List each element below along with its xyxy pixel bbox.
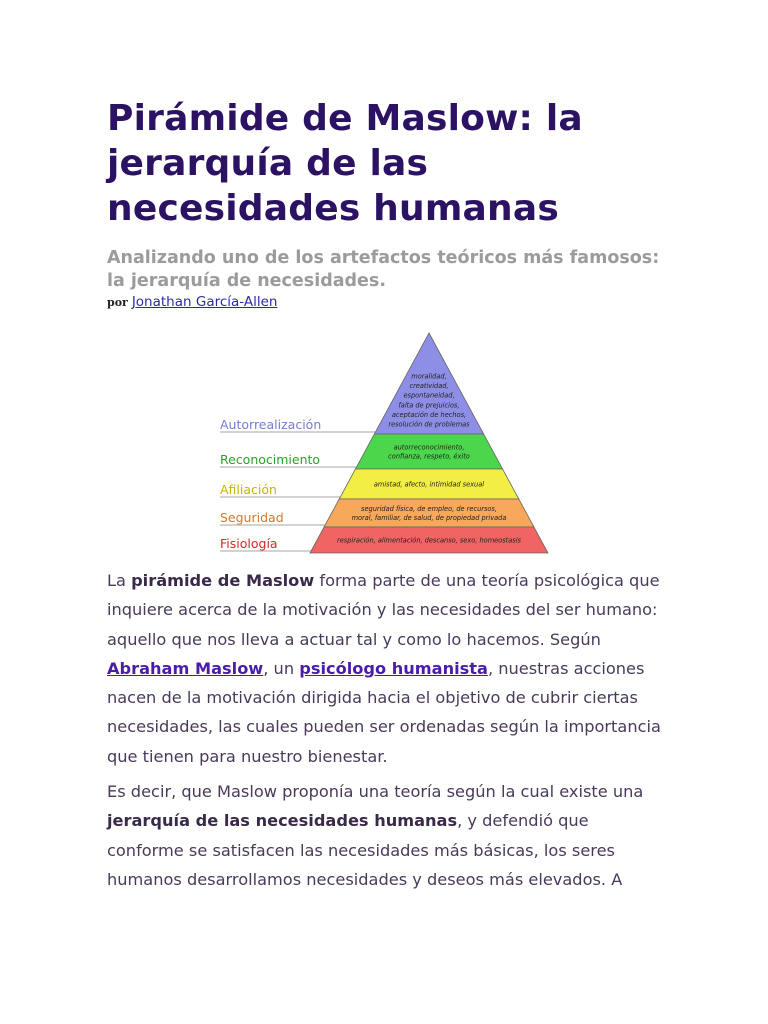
p1-text-4: , nuestras acciones nacen de la motivación dirigida hacia el objetivo de cubrir ciertas necesidades, las cuales pueden ser ordenadas según la importancia que tienen para nuestro bienestar. — [107, 658, 661, 766]
abraham-maslow-link[interactable]: Abraham Maslow — [107, 658, 264, 678]
p2-text-2: , y defendió que conforme se satisfacen las necesidades más básicas, los seres humanos desarrollamos necesidades y deseos más elevados. A — [107, 811, 623, 889]
p1-text-2: forma parte de una teoría psicológica que inquiere acerca de la motivación y las necesidades del ser humano: aquello que nos lleva a actuar tal y como lo hacemos. Según — [107, 571, 660, 649]
byline — [107, 293, 667, 312]
pyramid-band-text: moral, familiar, de salud, de propiedad privada — [351, 513, 507, 522]
pyramid-band-text: confianza, respeto, éxito — [388, 452, 470, 461]
paragraph-1 — [107, 566, 667, 771]
pyramid-band-text: autorreconocimiento, — [393, 443, 465, 452]
pyramid-level-label: Fisiología — [220, 536, 278, 551]
pyramid-level-label: Autorrealización — [220, 417, 322, 432]
pyramid-level-label: Reconocimiento — [220, 452, 321, 467]
pyramid-band-text: espontaneidad, — [403, 391, 455, 400]
article-body — [107, 566, 667, 900]
article-header — [107, 96, 667, 312]
p1-bold-1: pirámide de Maslow — [131, 571, 315, 590]
maslow-pyramid-figure — [108, 330, 558, 558]
psicologo-humanista-link[interactable]: psicólogo humanista — [299, 658, 488, 678]
pyramid-band-text: resolución de problemas — [388, 420, 470, 429]
author-link[interactable]: Jonathan García-Allen — [131, 294, 278, 310]
byline-prefix: por — [107, 296, 128, 309]
p2-text-1: Es decir, que Maslow proponía una teoría según la cual existe una — [107, 782, 644, 802]
pyramid-band-text: aceptación de hechos, — [391, 410, 467, 419]
pyramid-band-text: moralidad, — [411, 372, 447, 381]
pyramid-band-text: amistad, afecto, intimidad sexual — [373, 480, 485, 489]
pyramid-band-text: seguridad física, de empleo, de recursos, — [361, 505, 497, 514]
pyramid-band-text: respiración, alimentación, descanso, sexo, homeostasis — [337, 536, 521, 545]
p2-bold-1: jerarquía de las necesidades humanas — [107, 811, 458, 831]
article-title: Pirámide de Maslow: la jerarquía de las necesidades humanas — [107, 98, 583, 229]
pyramid-level-label: Seguridad — [220, 510, 284, 525]
pyramid-level-label: Afiliación — [220, 482, 277, 497]
paragraph-2 — [107, 777, 667, 894]
p1-text-1: La — [107, 571, 132, 590]
pyramid-band-text: falta de prejuicios, — [398, 401, 460, 410]
article-subtitle: Analizando uno de los artefactos teóricos más famosos: la jerarquía de necesidades. — [107, 248, 660, 291]
p1-text-3: , un — [263, 658, 300, 678]
pyramid-band-text: creatividad, — [409, 382, 449, 391]
